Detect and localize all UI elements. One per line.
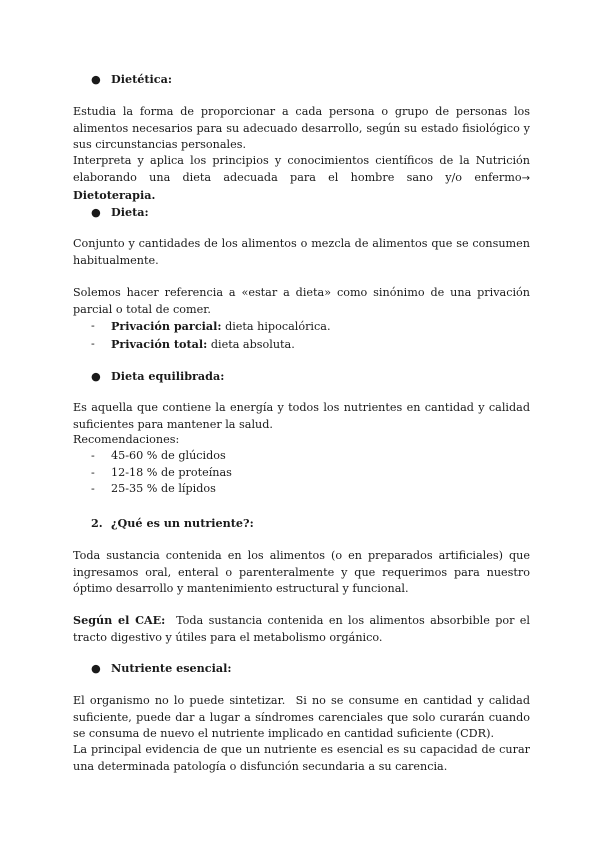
bullet-icon: ● [91, 661, 101, 675]
heading-dieta-equilibrada [73, 368, 530, 385]
item-label: Privación total: [111, 336, 208, 351]
paragraph-text: Interpreta y aplica los principios y conocimientos científicos de la Nutrición elaborando una dieta adecuada para el hombre sano y/o enfermo [73, 154, 530, 184]
heading-nutriente-esencial [73, 660, 530, 677]
bullet-icon: ● [91, 369, 101, 383]
section-number: 2. [91, 516, 103, 530]
heading-dieta [73, 204, 530, 221]
heading-text: Nutriente esencial: [111, 661, 232, 675]
list-item: - 12-18 % de proteínas [91, 465, 530, 482]
bullet-icon: ● [91, 205, 101, 219]
paragraph-equilibrada-1: Es aquella que contiene la energía y todos los nutrientes en cantidad y calidad suficientes para mantener la salud. [73, 401, 530, 431]
heading-text: Dietética: [111, 72, 172, 86]
paragraph-dietetica-1: Estudia la forma de proporcionar a cada persona o grupo de personas los alimentos necesarios para su adecuado desarrollo, según su estado fisiológico y sus circunstancias personales. [73, 105, 530, 151]
paragraph-dieta-2: Solemos hacer referencia a «estar a dieta» como sinónimo de una privación parcial o total de comer. [73, 286, 530, 316]
paragraph-nutriente-1: Toda sustancia contenida en los alimentos (o en preparados artificiales) que ingresamos oral, enteral o parenteralmente y que requerimos para nuestro óptimo desarrollo y mantenimiento estructural y funcional. [73, 549, 530, 595]
paragraph-dieta-1: Conjunto y cantidades de los alimentos o mezcla de alimentos que se consumen habitualmente. [73, 237, 530, 267]
recomendaciones-label: Recomendaciones: [73, 433, 180, 446]
heading-text: Dieta: [111, 205, 149, 219]
list-item: - 25-35 % de lípidos [91, 481, 530, 498]
list-item: - 45-60 % de glúcidos [91, 448, 530, 465]
cae-text: Toda sustancia contenida en los alimentos absorbible por el tracto digestivo y útiles para el metabolismo orgánico. [73, 614, 534, 644]
item-text: dieta absoluta. [207, 337, 295, 351]
paragraph-cae [73, 612, 534, 646]
list-recomendaciones [73, 448, 530, 498]
list-item [91, 318, 530, 336]
heading-text: ¿Qué es un nutriente?: [111, 516, 254, 530]
heading-text: Dieta equilibrada: [111, 369, 225, 383]
item-label: Privación parcial: [111, 319, 222, 333]
list-item [91, 336, 530, 354]
bold-term-dietoterapia: Dietoterapia. [73, 188, 156, 202]
paragraph-dietetica-2 [73, 153, 530, 205]
paragraph-esencial-1: El organismo no lo puede sintetizar. Si no se consume en cantidad y calidad suficiente, puede dar a lugar a síndromes carenciales que solo curarán cuando se consuma de nuevo el nutriente implicado en cantidad suficiente (CDR). [73, 694, 534, 740]
heading-dietetica [73, 71, 530, 88]
bullet-icon: ● [91, 72, 101, 86]
cae-label: Según el CAE: [73, 613, 166, 627]
arrow-icon: → [521, 172, 530, 184]
item-text: dieta hipocalórica. [221, 320, 331, 333]
heading-que-es-nutriente [73, 515, 530, 532]
paragraph-esencial-2: La principal evidencia de que un nutriente es esencial es su capacidad de curar una determinada patología o disfunción secundaria a su carencia. [73, 743, 530, 773]
list-privacion [73, 318, 530, 353]
